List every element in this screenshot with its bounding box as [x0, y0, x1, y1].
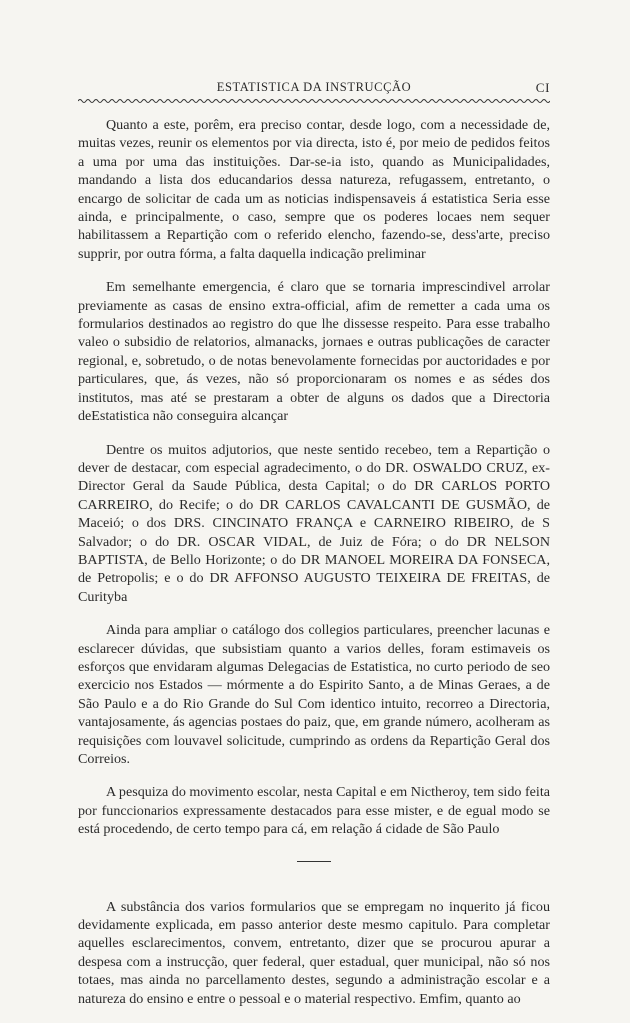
paragraph-6: A substância dos varios formularios que se empregam no inquerito já ficou devidamente explicada, em passo anterior deste mesmo capitulo. Para completar aquelles esclarecimentos, convem, entretanto, dizer que se procurou apurar a despesa com a instrucção, quer federal, quer estadual, quer municipal, não só nos totaes, mas ainda no parcellamento destes, segundo a administração escolar e a natureza do ensino e entre o pessoal e o material respectivo. Emfim, quanto ao: [78, 898, 550, 1007]
paragraph-4: Ainda para ampliar o catálogo dos collegios particulares, preencher lacunas e esclarecer dúvidas, que subsistiam quanto a varios delles, foram estimaveis os esforços que envidaram algumas Delegacias de Estatistica, no curto periodo de seo exercicio nos Estados — mórmente a do Espirito Santo, a de Minas Geraes, a de São Paulo e a do Rio Grande do Sul Com identico intuito, recorreo a Directoria, vantajosamente, ás agencias postaes do paiz, que, em grande número, acolheram as requisições com louvavel solicitude, cumprindo as ordens da Repartição Geral dos Correios.: [78, 622, 550, 767]
section-divider: [297, 861, 331, 862]
wavy-rule: [78, 97, 550, 105]
paragraph-5: A pesquiza do movimento escolar, nesta Capital e em Nictheroy, tem sido feita por funccionarios expressamente destacados para esse mister, e de egual modo se está procedendo, de certo tempo para cá, em relação á cidade de São Paulo: [78, 784, 550, 838]
header-title: ESTATISTICA DA INSTRUCÇÃO: [216, 80, 412, 94]
paragraph-3: Dentre os muitos adjutorios, que neste sentido recebeo, tem a Repartição o dever de destacar, com especial agradecimento, o do DR. OSWALDO CRUZ, ex-Director Geral da Saude Pública, desta Capital; o do DR CARLOS PORTO CARREIRO, do Recife; o do DR CARLOS CAVALCANTI DE GUSMÃO, de Maceió; o dos DRS. CINCINATO FRANÇA e CARNEIRO RIBEIRO, de S Salvador; o do DR. OSCAR VIDAL, de Juiz de Fóra; o do DR NELSON BAPTISTA, de Bello Horizonte; o do DR MANOEL MOREIRA DA FONSECA, de Petropolis; e o do DR AFFONSO AUGUSTO TEIXEIRA DE FREITAS, de Curityba: [78, 441, 550, 605]
paragraph-2: Em semelhante emergencia, é claro que se tornaria imprescindivel arrolar previamente as casas de ensino extra-official, afim de remetter a cada uma os formularios destinados ao registro do que lhe dissesse respeito. Para esse trabalho valeo o subsidio de relatorios, almanacks, jornaes e outras publicações de caracter regional, e, sobretudo, o de notas benevolamente fornecidas por auctoridades e por particulares, que, ás vezes, não só proporcionaram os nomes e as sédes dos institutos, mas até se prestaram a obter de alguns os dados que a Directoria deEstatistica não conseguira alcançar: [78, 279, 550, 425]
paragraph-1: Quanto a este, porêm, era preciso contar, desde logo, com a necessidade de, muitas vezes, reunir os elementos por via directa, isto é, por meio de pedidos feitos a uma por uma das instituições. Dar-se-ia isto, quando as Municipalidades, mandando a lista dos educandarios dessa natureza, refugassem, entretanto, o encargo de solicitar de cada um as noticias indispensaveis á estatistica Seria esse ainda, e principalmente, o caso, sempre que os poderes locaes nem sequer habilitassem a Repartição com o referido elencho, fazendo-se, dess'arte, preciso supprir, por outra fórma, a falta daquella indicação preliminar: [78, 117, 550, 262]
page-number: CI: [535, 80, 550, 95]
body-text: [78, 116, 550, 1023]
